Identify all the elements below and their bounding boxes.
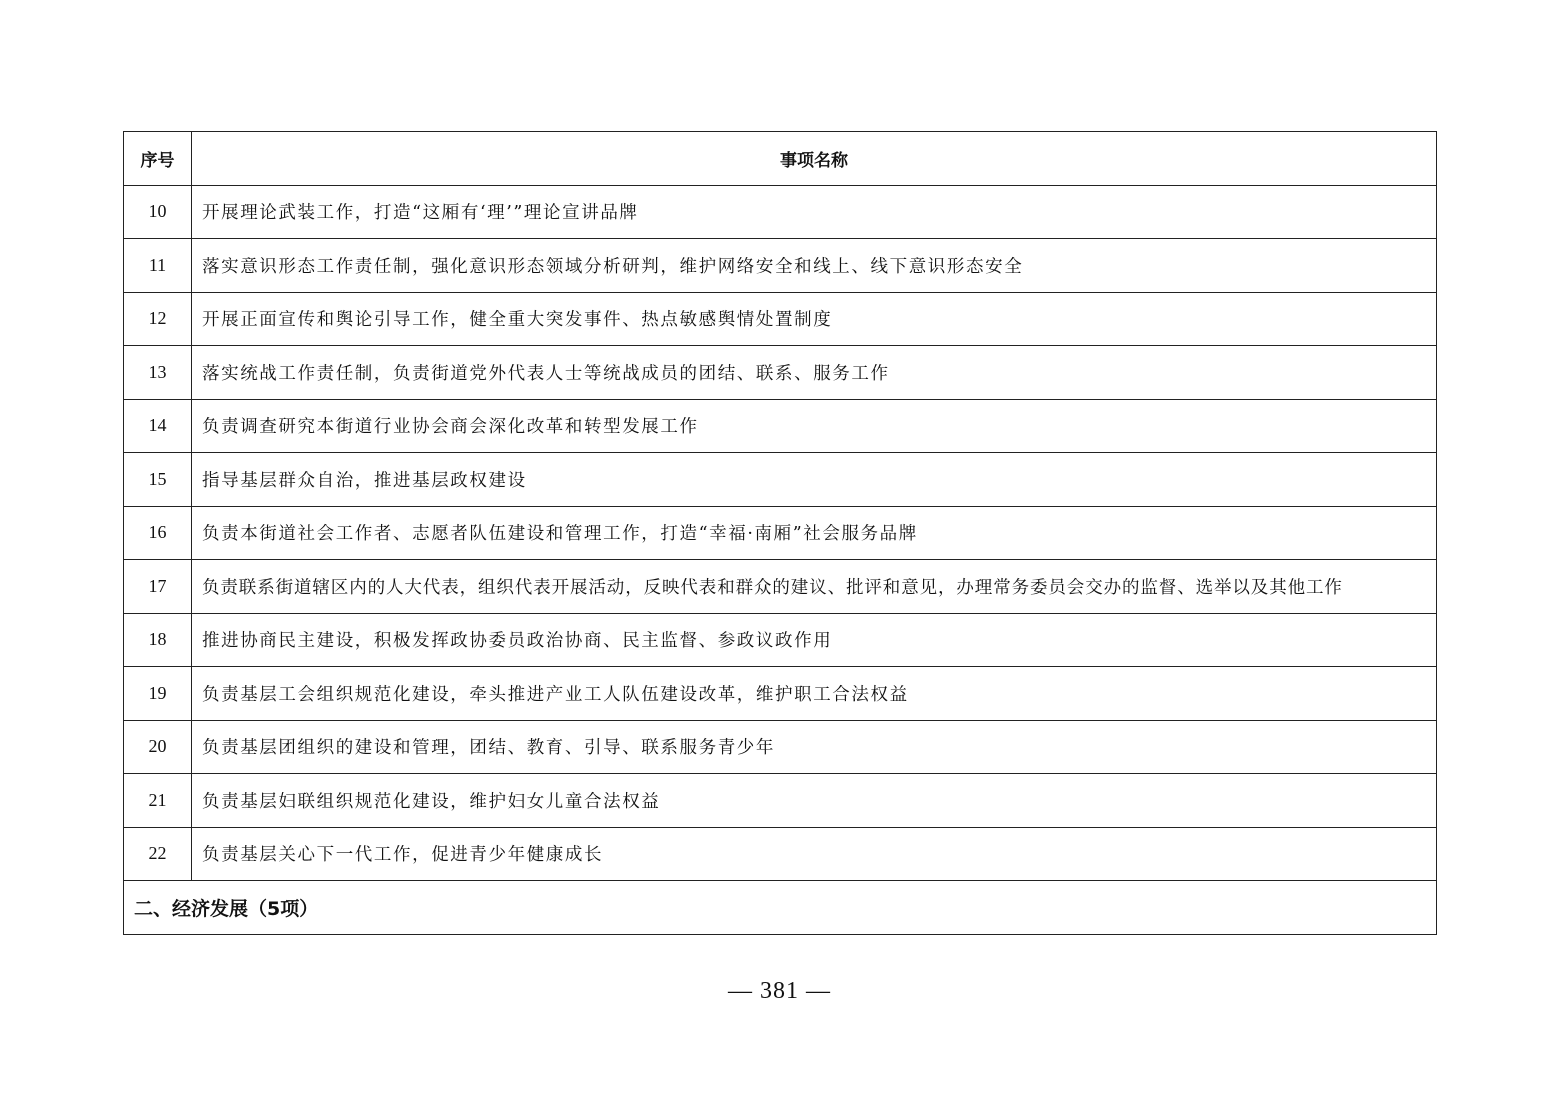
row-number: 11: [124, 239, 192, 293]
row-name: 负责基层工会组织规范化建设，牵头推进产业工人队伍建设改革，维护职工合法权益: [192, 667, 1437, 721]
header-name: 事项名称: [192, 132, 1437, 186]
row-number: 21: [124, 774, 192, 828]
table-row: [124, 827, 1437, 881]
row-name: 指导基层群众自治，推进基层政权建设: [192, 453, 1437, 507]
row-name: 落实统战工作责任制，负责街道党外代表人士等统战成员的团结、联系、服务工作: [192, 346, 1437, 400]
row-name: 落实意识形态工作责任制，强化意识形态领域分析研判，维护网络安全和线上、线下意识形态安全: [192, 239, 1437, 293]
row-number: 19: [124, 667, 192, 721]
row-name: 负责基层妇联组织规范化建设，维护妇女儿童合法权益: [192, 774, 1437, 828]
row-number: 22: [124, 827, 192, 881]
row-number: 10: [124, 185, 192, 239]
table-row: [124, 506, 1437, 560]
row-number: 14: [124, 399, 192, 453]
table-row: [124, 774, 1437, 828]
table-row: [124, 453, 1437, 507]
row-name: 开展正面宣传和舆论引导工作，健全重大突发事件、热点敏感舆情处置制度: [192, 292, 1437, 346]
row-name: 推进协商民主建设，积极发挥政协委员政治协商、民主监督、参政议政作用: [192, 613, 1437, 667]
table-row: [124, 346, 1437, 400]
row-name: 负责基层团组织的建设和管理，团结、教育、引导、联系服务青少年: [192, 720, 1437, 774]
row-name: 开展理论武装工作，打造“这厢有‘理’”理论宣讲品牌: [192, 185, 1437, 239]
row-number: 12: [124, 292, 192, 346]
table-row: [124, 720, 1437, 774]
row-name: 负责调查研究本街道行业协会商会深化改革和转型发展工作: [192, 399, 1437, 453]
table-row: [124, 613, 1437, 667]
row-number: 18: [124, 613, 192, 667]
row-number: 13: [124, 346, 192, 400]
table-row: [124, 667, 1437, 721]
row-number: 15: [124, 453, 192, 507]
table-row: [124, 239, 1437, 293]
table-row: [124, 185, 1437, 239]
row-name: 负责本街道社会工作者、志愿者队伍建设和管理工作，打造“幸福·南厢”社会服务品牌: [192, 506, 1437, 560]
table-row: [124, 560, 1437, 614]
section-heading-row: [124, 881, 1437, 935]
row-number: 17: [124, 560, 192, 614]
section-heading: 二、经济发展（5项）: [124, 881, 1437, 935]
row-name: 负责联系街道辖区内的人大代表，组织代表开展活动，反映代表和群众的建议、批评和意见，办理常务委员会交办的监督、选举以及其他工作: [192, 560, 1437, 614]
table-row: [124, 399, 1437, 453]
header-number: 序号: [124, 132, 192, 186]
items-table: [123, 131, 1437, 935]
page-number: — 381 —: [728, 978, 831, 1004]
row-number: 16: [124, 506, 192, 560]
row-number: 20: [124, 720, 192, 774]
table-header-row: [124, 132, 1437, 186]
row-name: 负责基层关心下一代工作，促进青少年健康成长: [192, 827, 1437, 881]
table-row: [124, 292, 1437, 346]
